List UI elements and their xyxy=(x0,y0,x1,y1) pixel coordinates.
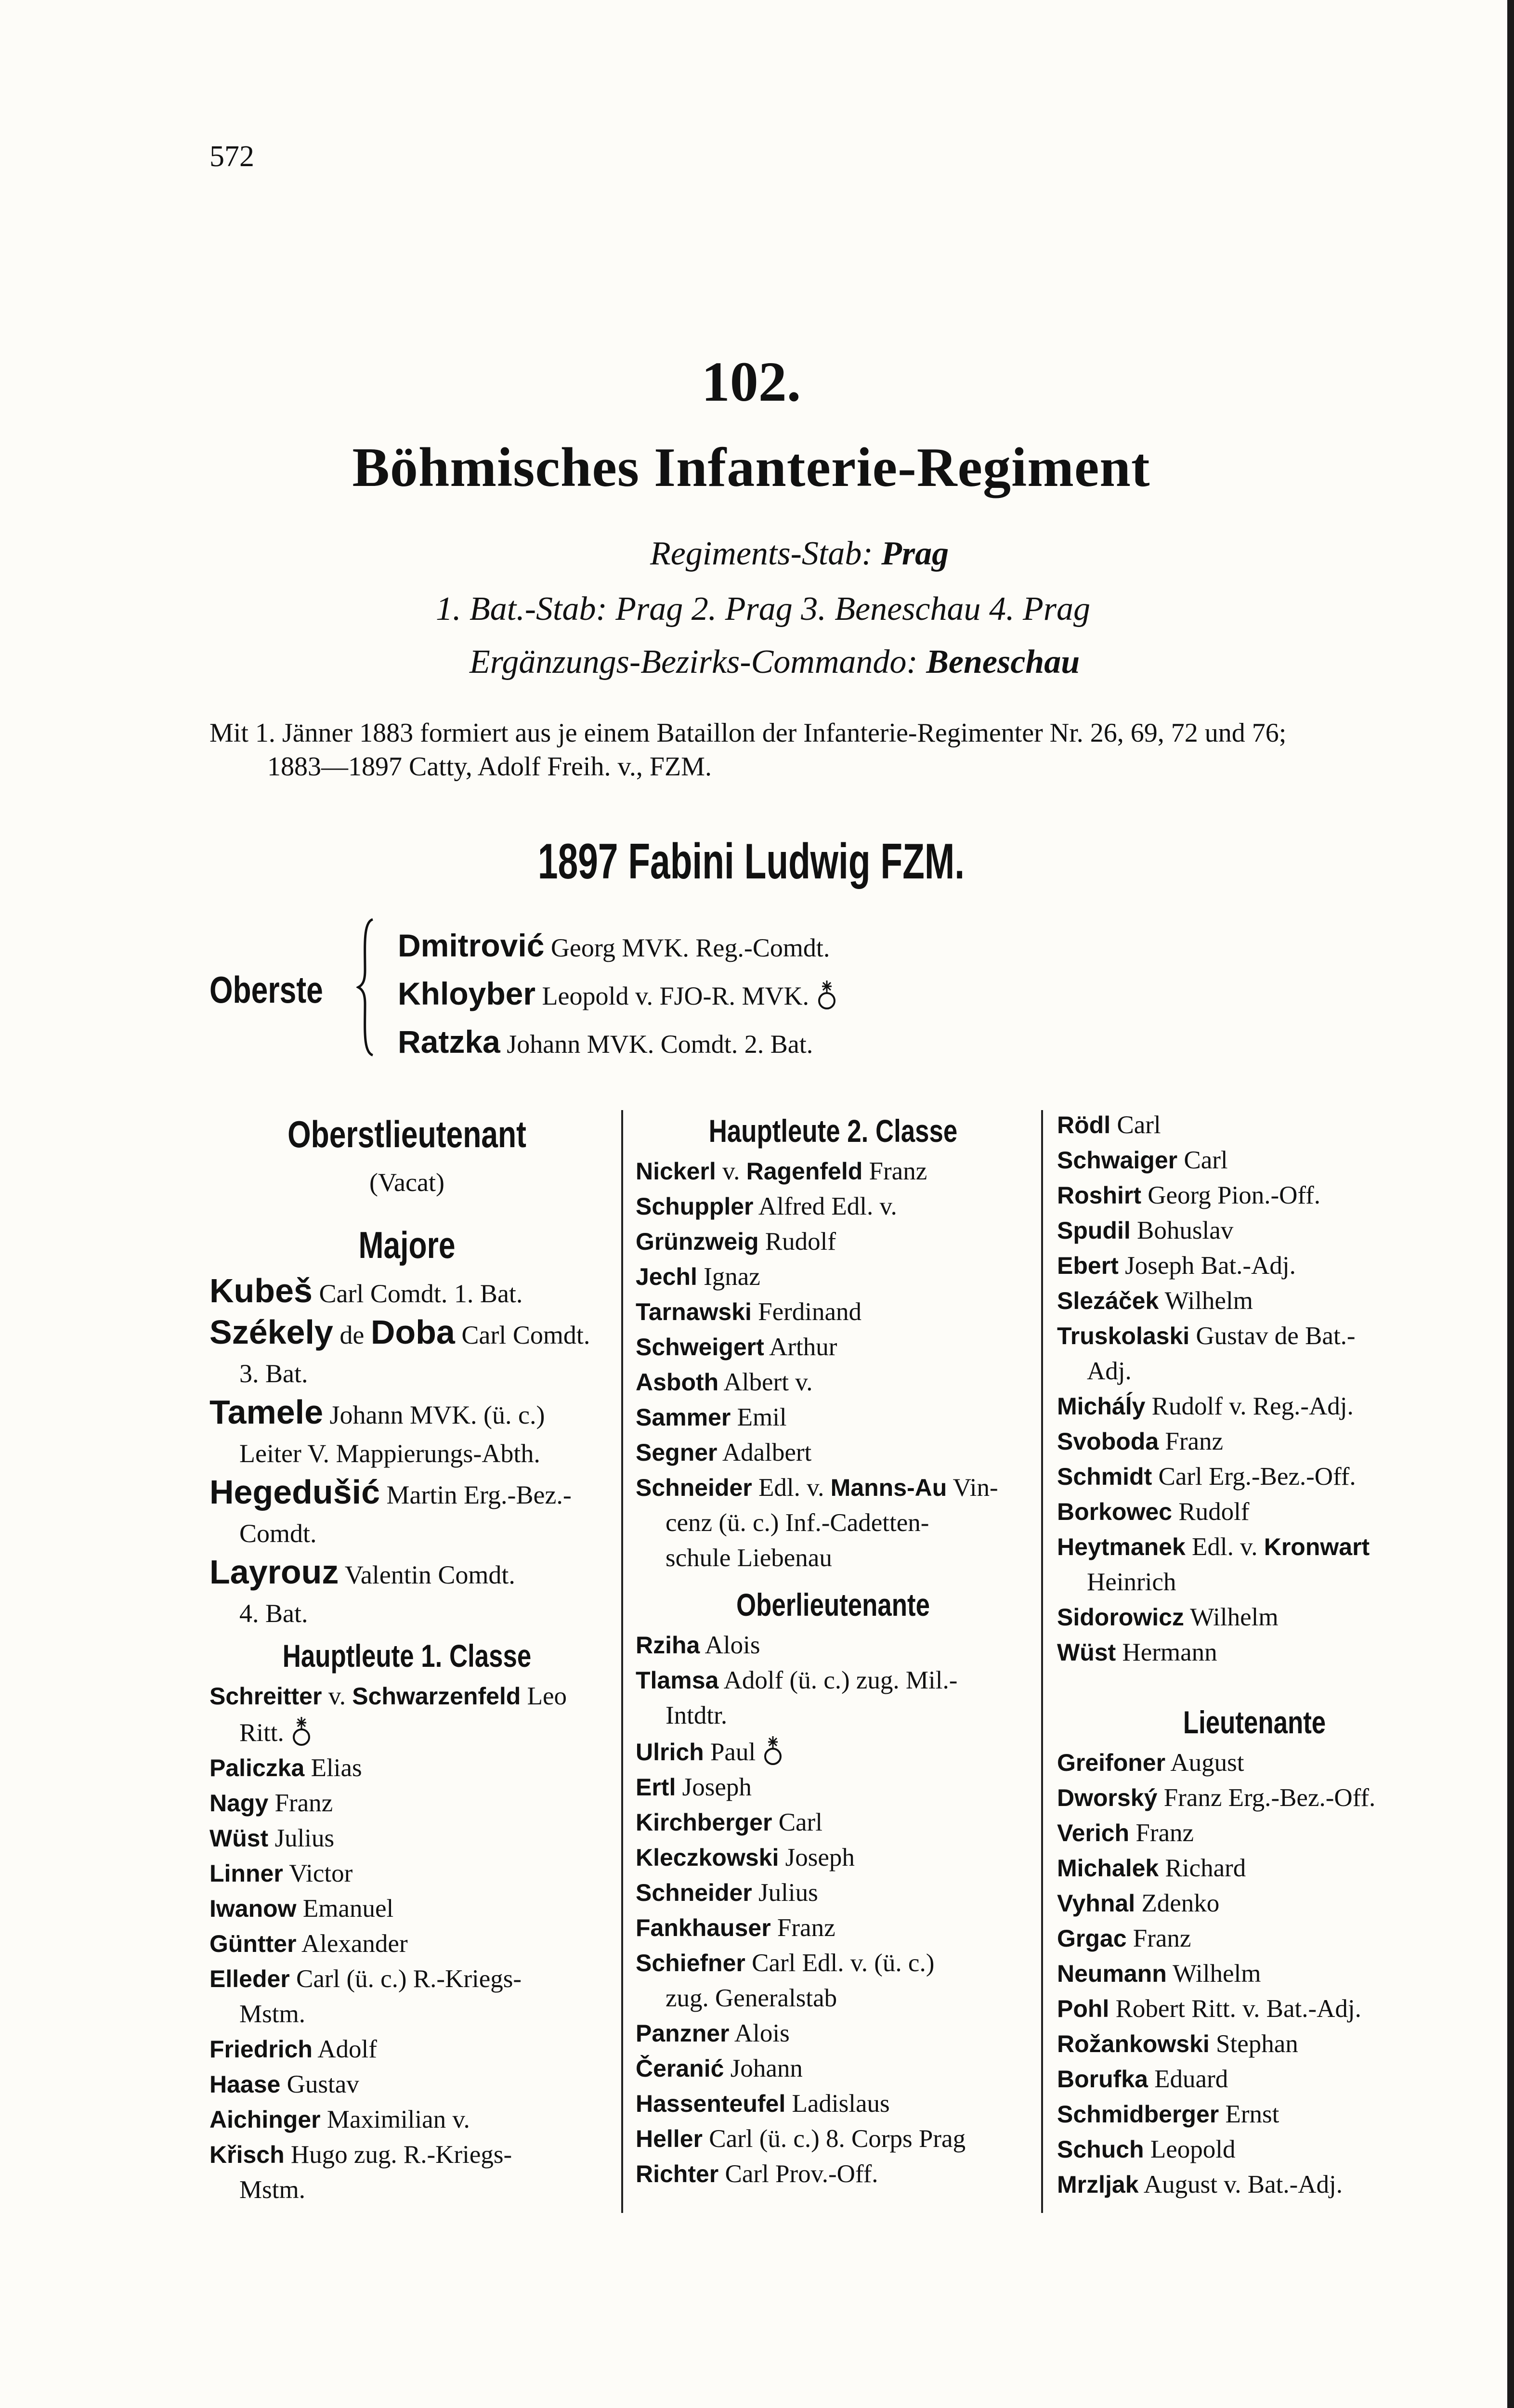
person-surname: Iwanow xyxy=(209,1895,297,1922)
list-item xyxy=(209,1313,604,1393)
person-details: Emil xyxy=(731,1403,787,1431)
person-details: Rudolf xyxy=(1172,1498,1250,1526)
person-details: Edl. v. xyxy=(1185,1533,1264,1561)
person-details: Carl Prov.-Off. xyxy=(718,2160,878,2188)
person-details: Alexander xyxy=(296,1930,408,1958)
person-details: Elias xyxy=(304,1754,362,1782)
list-item xyxy=(636,1946,1031,2016)
list-item xyxy=(636,1911,1031,1946)
person-surname: Michalek xyxy=(1057,1855,1159,1882)
entry-continuation: Intdtr. xyxy=(666,1701,728,1729)
person-details: Carl (ü. c.) 8. Corps Prag xyxy=(702,2125,966,2153)
list-item xyxy=(636,1295,1031,1330)
person-details: Maximilian v. xyxy=(320,2106,470,2133)
list-item xyxy=(209,1473,604,1553)
regiments-stab-city: Prag xyxy=(881,535,949,572)
hauptleute-2-list xyxy=(636,1154,1031,1576)
list-item xyxy=(1057,1991,1452,2027)
person-surname: Micháĺy xyxy=(1057,1393,1146,1420)
list-item xyxy=(209,1786,604,1821)
regiments-stab-line xyxy=(650,535,949,573)
page-number: 572 xyxy=(209,140,254,173)
list-item xyxy=(209,1271,604,1313)
list-item xyxy=(209,1926,604,1962)
oberst-entry xyxy=(398,927,838,975)
person-surname: Schneider xyxy=(636,1879,752,1906)
column-1 xyxy=(209,1108,604,2208)
oberstlieutenant-vacat: (Vacat) xyxy=(369,1168,444,1197)
list-item xyxy=(209,2137,604,2208)
entry-continuation: cenz (ü. c.) Inf.-Cadetten- xyxy=(666,1509,929,1537)
person-details: Robert Ritt. v. Bat.-Adj. xyxy=(1109,1995,1361,2023)
list-item xyxy=(1057,1600,1452,1635)
person-details: Georg Pion.-Off. xyxy=(1141,1181,1320,1209)
majore-list xyxy=(209,1271,604,1633)
entry-continuation: zug. Generalstab xyxy=(666,1984,837,2012)
list-item xyxy=(1057,1248,1452,1283)
person-details: Franz xyxy=(1129,1819,1194,1847)
oberstlieutenant-heading: Oberstlieutenant xyxy=(287,1113,526,1155)
person-details: Johann MVK. (ü. c.) xyxy=(323,1400,545,1429)
list-item xyxy=(636,2051,1031,2086)
person-surname: Heytmanek xyxy=(1057,1533,1186,1560)
oberste-brace xyxy=(356,917,376,1057)
oberst-surname: Ratzka xyxy=(398,1024,500,1060)
oberst-entry xyxy=(398,975,838,1023)
battalion-stations: 1. Bat.-Stab: Prag 2. Prag 3. Beneschau 4. Prag xyxy=(436,590,1090,628)
list-item xyxy=(1057,1851,1452,1886)
ergaenzung-line xyxy=(470,643,1080,681)
list-item xyxy=(636,2121,1031,2157)
column-rule-2 xyxy=(1041,1110,1043,2213)
person-surname: Jechl xyxy=(636,1263,697,1290)
person-surname: Paliczka xyxy=(209,1754,305,1781)
person-surname: Schuch xyxy=(1057,2136,1144,2163)
person-details: v. xyxy=(716,1157,746,1185)
person-surname: Schneider xyxy=(636,1474,752,1501)
list-item xyxy=(636,1628,1031,1663)
entry-continuation: 3. Bat. xyxy=(239,1359,308,1388)
oberste-label: Oberste xyxy=(209,968,323,1011)
person-predicate-name: Ragenfeld xyxy=(746,1158,863,1185)
person-details: Franz xyxy=(1159,1427,1224,1455)
person-surname: Wüst xyxy=(1057,1639,1116,1666)
hauptleute-1-list xyxy=(209,1679,604,2208)
lieutenante-list xyxy=(1057,1745,1452,2202)
person-details: Franz Erg.-Bez.-Off. xyxy=(1157,1784,1376,1812)
regiment-number: 102. xyxy=(701,350,801,413)
person-surname: Linner xyxy=(209,1860,283,1887)
person-details: Ferdinand xyxy=(751,1298,862,1326)
person-details-continued: Carl Comdt. xyxy=(455,1321,590,1349)
person-surname: Schmidt xyxy=(1057,1463,1152,1490)
list-item xyxy=(636,2157,1031,2192)
list-item xyxy=(1057,1319,1452,1389)
person-details: Franz xyxy=(770,1914,835,1942)
person-surname: Rožankowski xyxy=(1057,2030,1210,2057)
person-surname: Schmidberger xyxy=(1057,2101,1219,2128)
person-surname: Nickerl xyxy=(636,1158,716,1185)
list-item xyxy=(636,1805,1031,1840)
list-item xyxy=(636,1770,1031,1805)
person-details: Adolf xyxy=(312,2035,377,2063)
oberst-details: Georg MVK. Reg.-Comdt. xyxy=(544,933,830,962)
person-predicate-name: Doba xyxy=(370,1313,455,1351)
person-details: Zdenko xyxy=(1135,1889,1220,1917)
person-details: Arthur xyxy=(764,1333,837,1361)
person-surname: Aichinger xyxy=(209,2106,321,2133)
person-details: Alois xyxy=(700,1631,760,1659)
oberst-details: Leopold v. FJO-R. MVK. xyxy=(535,982,809,1010)
person-surname: Ebert xyxy=(1057,1252,1119,1279)
list-item xyxy=(1057,1635,1452,1670)
list-item xyxy=(209,2102,604,2137)
person-details: Wilhelm xyxy=(1166,1960,1261,1988)
person-details: Carl Erg.-Bez.-Off. xyxy=(1152,1463,1356,1491)
regiment-title: Böhmisches Infanterie-Regiment xyxy=(352,437,1150,498)
decoration-symbol-icon xyxy=(762,1733,784,1767)
person-surname: Schweigert xyxy=(636,1334,764,1361)
person-surname: Richter xyxy=(636,2160,719,2187)
person-details: Joseph xyxy=(676,1773,752,1801)
person-details: Joseph xyxy=(779,1844,855,1871)
person-surname: Székely xyxy=(209,1313,333,1351)
list-item xyxy=(1057,1886,1452,1921)
list-item xyxy=(1057,1745,1452,1780)
person-details: Victor xyxy=(283,1859,353,1887)
person-surname: Asboth xyxy=(636,1369,719,1396)
person-surname: Sidorowicz xyxy=(1057,1604,1184,1631)
list-item xyxy=(636,1400,1031,1435)
person-details: Adolf (ü. c.) zug. Mil.- xyxy=(718,1666,958,1694)
person-details: Bohuslav xyxy=(1130,1217,1234,1244)
list-item xyxy=(1057,1389,1452,1424)
person-details: Alois xyxy=(729,2019,790,2047)
ergaenzung-label: Ergänzungs-Bezirks-Commando: xyxy=(470,643,918,681)
list-item xyxy=(209,2067,604,2102)
person-details: Carl Edl. v. (ü. c.) xyxy=(745,1949,935,1977)
person-surname: Pohl xyxy=(1057,1995,1109,2022)
person-surname: Haase xyxy=(209,2071,281,2098)
person-surname: Borufka xyxy=(1057,2066,1148,2093)
person-surname: Schreitter xyxy=(209,1683,322,1710)
person-details: Julius xyxy=(752,1879,818,1907)
person-details: Franz xyxy=(268,1789,333,1817)
person-surname: Tamele xyxy=(209,1393,324,1431)
person-details: Alfred Edl. v. xyxy=(753,1192,897,1220)
entry-continuation: Comdt. xyxy=(239,1519,317,1548)
list-item xyxy=(636,1733,1031,1770)
person-details: v. xyxy=(322,1682,352,1710)
person-surname: Kleczkowski xyxy=(636,1844,779,1871)
person-details: Carl (ü. c.) R.-Kriegs- xyxy=(289,1965,522,1993)
list-item xyxy=(636,1224,1031,1259)
list-item xyxy=(1057,1108,1452,1143)
decoration-symbol-icon xyxy=(290,1714,313,1748)
list-item xyxy=(209,2032,604,2067)
list-item xyxy=(209,1553,604,1633)
person-details: Carl Comdt. 1. Bat. xyxy=(312,1279,523,1308)
list-item xyxy=(636,2016,1031,2051)
person-surname: Nagy xyxy=(209,1790,269,1817)
person-surname: Tlamsa xyxy=(636,1667,719,1694)
person-details: Gustav xyxy=(280,2070,359,2098)
list-item xyxy=(636,1875,1031,1911)
entry-continuation-2: schule Liebenau xyxy=(666,1544,832,1572)
list-item xyxy=(209,1856,604,1891)
person-surname: Schuppler xyxy=(636,1193,754,1220)
entry-continuation: Adj. xyxy=(1087,1357,1132,1385)
oberst-surname: Khloyber xyxy=(398,976,536,1011)
person-surname: Dworský xyxy=(1057,1784,1158,1811)
person-surname: Schwaiger xyxy=(1057,1147,1178,1174)
person-details: Ignaz xyxy=(697,1263,760,1291)
person-surname: Spudil xyxy=(1057,1217,1131,1244)
person-details-continued: Franz xyxy=(862,1157,927,1185)
person-details: Emanuel xyxy=(296,1895,394,1923)
entry-continuation: Mstm. xyxy=(239,2176,305,2204)
person-details: Franz xyxy=(1126,1924,1191,1952)
formation-note xyxy=(209,716,1452,784)
formation-note-line2: 1883—1897 Catty, Adolf Freih. v., FZM. xyxy=(267,752,712,782)
list-item xyxy=(1057,1956,1452,1991)
list-item xyxy=(1057,1459,1452,1494)
list-item xyxy=(1057,1424,1452,1459)
list-item xyxy=(636,1663,1031,1733)
person-details: Adalbert xyxy=(717,1439,812,1466)
list-item xyxy=(636,1435,1031,1470)
person-surname: Fankhauser xyxy=(636,1914,771,1941)
person-details: Hugo zug. R.-Kriegs- xyxy=(284,2141,512,2169)
person-details: de xyxy=(333,1321,371,1349)
person-surname: Layrouz xyxy=(209,1553,339,1591)
person-surname: Segner xyxy=(636,1439,718,1466)
person-surname: Truskolaski xyxy=(1057,1322,1190,1349)
person-details: Martin Erg.-Bez.- xyxy=(380,1480,572,1509)
list-item xyxy=(209,1751,604,1786)
oberst-surname: Dmitrović xyxy=(398,928,545,963)
person-details-continued: Leo xyxy=(521,1682,567,1710)
list-item xyxy=(636,1365,1031,1400)
person-details: Carl xyxy=(1110,1111,1161,1139)
person-surname: Rödl xyxy=(1057,1112,1111,1139)
person-surname: Grünzweig xyxy=(636,1228,759,1255)
person-surname: Elleder xyxy=(209,1965,290,1992)
entry-continuation: 4. Bat. xyxy=(239,1599,308,1628)
person-surname: Čeranić xyxy=(636,2055,724,2082)
person-details: Eduard xyxy=(1148,2065,1228,2093)
list-item xyxy=(636,1840,1031,1875)
list-item xyxy=(636,1259,1031,1295)
entry-continuation: Ritt. xyxy=(239,1719,284,1747)
oberlieutenante-list xyxy=(636,1628,1031,2192)
person-details: Rudolf xyxy=(758,1228,836,1256)
person-surname: Kirchberger xyxy=(636,1809,772,1836)
person-surname: Svoboda xyxy=(1057,1428,1159,1455)
list-item xyxy=(636,1189,1031,1224)
list-item xyxy=(209,1393,604,1473)
person-surname: Mrzljak xyxy=(1057,2171,1139,2198)
person-surname: Neumann xyxy=(1057,1960,1167,1987)
lieutenante-heading: Lieutenante xyxy=(1183,1704,1326,1740)
person-predicate-name: Schwarzenfeld xyxy=(352,1683,521,1710)
entry-continuation: Mstm. xyxy=(239,2000,305,2028)
person-surname: Verich xyxy=(1057,1819,1130,1846)
person-surname: Ulrich xyxy=(636,1739,704,1766)
list-item xyxy=(209,1679,604,1751)
person-details: Rudolf v. Reg.-Adj. xyxy=(1145,1392,1354,1420)
list-item xyxy=(1057,1530,1452,1600)
person-details: August v. Bat.-Adj. xyxy=(1138,2171,1343,2199)
list-item xyxy=(1057,2132,1452,2167)
regiment-inhaber: 1897 Fabini Ludwig FZM. xyxy=(537,834,965,890)
oberlieutenante-heading: Oberlieutenante xyxy=(736,1587,930,1623)
list-item xyxy=(636,1154,1031,1189)
person-surname: Kubeš xyxy=(209,1272,313,1309)
person-details: Valentin Comdt. xyxy=(339,1560,515,1589)
majore-heading: Majore xyxy=(358,1224,456,1266)
list-item xyxy=(1057,1780,1452,1816)
person-surname: Roshirt xyxy=(1057,1182,1141,1209)
person-surname: Heller xyxy=(636,2125,703,2152)
person-surname: Wüst xyxy=(209,1825,269,1852)
oberst-details: Johann MVK. Comdt. 2. Bat. xyxy=(500,1030,813,1059)
person-surname: Tarnawski xyxy=(636,1298,752,1325)
list-item xyxy=(1057,1283,1452,1319)
list-item xyxy=(1057,2097,1452,2132)
ergaenzung-city: Beneschau xyxy=(926,643,1080,681)
person-details: Paul xyxy=(704,1738,756,1766)
oberst-entry xyxy=(398,1023,838,1072)
person-details: Wilhelm xyxy=(1184,1603,1279,1631)
list-item xyxy=(1057,1494,1452,1530)
person-surname: Křisch xyxy=(209,2141,285,2168)
column-rule-1 xyxy=(621,1110,623,2213)
list-item xyxy=(1057,1178,1452,1213)
formation-note-line1: Mit 1. Jänner 1883 formiert aus je einem Bataillon der Infanterie-Regimenter Nr. 26, 69, 72 und 76; xyxy=(209,718,1287,748)
person-predicate-name: Manns-Au xyxy=(830,1474,947,1501)
person-details: Johann xyxy=(724,2055,803,2082)
person-details: Hermann xyxy=(1116,1638,1217,1666)
list-item xyxy=(1057,1921,1452,1956)
list-item xyxy=(1057,2027,1452,2062)
person-surname: Sammer xyxy=(636,1404,731,1431)
person-details-continued: Vin- xyxy=(947,1474,998,1502)
entry-continuation: Leiter V. Mappierungs-Abth. xyxy=(239,1439,540,1468)
entry-continuation: Heinrich xyxy=(1087,1568,1176,1596)
person-surname: Grgac xyxy=(1057,1925,1127,1952)
column-2 xyxy=(636,1108,1031,2192)
person-surname: Güntter xyxy=(209,1930,297,1957)
hauptleute-1-heading: Hauptleute 1. Classe xyxy=(282,1638,532,1674)
person-surname: Friedrich xyxy=(209,2036,313,2063)
person-surname: Schiefner xyxy=(636,1950,745,1976)
list-item xyxy=(209,1891,604,1926)
decoration-symbol-icon xyxy=(816,978,838,1011)
person-surname: Panzner xyxy=(636,2020,730,2047)
regiments-stab-label: Regiments-Stab: xyxy=(650,535,873,572)
person-details: Carl xyxy=(1177,1146,1228,1174)
person-details: Joseph Bat.-Adj. xyxy=(1118,1252,1296,1280)
person-surname: Ertl xyxy=(636,1774,676,1801)
person-details: Ernst xyxy=(1219,2100,1279,2128)
list-item xyxy=(636,2086,1031,2121)
list-item xyxy=(1057,1816,1452,1851)
person-details: Richard xyxy=(1159,1854,1246,1882)
hauptleute-2-heading: Hauptleute 2. Classe xyxy=(708,1113,958,1149)
person-details: Leopold xyxy=(1144,2135,1236,2163)
person-surname: Rziha xyxy=(636,1632,700,1659)
list-item xyxy=(1057,2167,1452,2202)
person-surname: Hegedušić xyxy=(209,1473,380,1511)
person-details: Julius xyxy=(268,1824,335,1852)
column-3 xyxy=(1057,1108,1452,2202)
person-surname: Greifoner xyxy=(1057,1749,1166,1776)
person-details: August xyxy=(1165,1749,1244,1777)
person-details: Carl xyxy=(772,1808,822,1836)
person-predicate-name: Kronwart xyxy=(1264,1533,1370,1560)
person-surname: Borkowec xyxy=(1057,1498,1172,1525)
list-item xyxy=(1057,2062,1452,2097)
person-details: Stephan xyxy=(1209,2030,1298,2058)
list-item xyxy=(1057,1213,1452,1248)
list-item xyxy=(209,1821,604,1856)
oberste-list xyxy=(398,927,838,1072)
person-surname: Slezáček xyxy=(1057,1287,1159,1314)
person-details: Edl. v. xyxy=(752,1474,831,1502)
list-item xyxy=(636,1470,1031,1576)
list-item xyxy=(209,1962,604,2032)
person-surname: Vyhnal xyxy=(1057,1890,1136,1917)
oberlieutenante-continued-list xyxy=(1057,1108,1452,1670)
person-details: Albert v. xyxy=(718,1368,813,1396)
person-surname: Hassenteufel xyxy=(636,2090,786,2117)
person-details: Wilhelm xyxy=(1159,1287,1253,1315)
list-item xyxy=(1057,1143,1452,1178)
person-details: Ladislaus xyxy=(785,2090,890,2118)
person-details: Gustav de Bat.- xyxy=(1189,1322,1356,1350)
list-item xyxy=(636,1330,1031,1365)
